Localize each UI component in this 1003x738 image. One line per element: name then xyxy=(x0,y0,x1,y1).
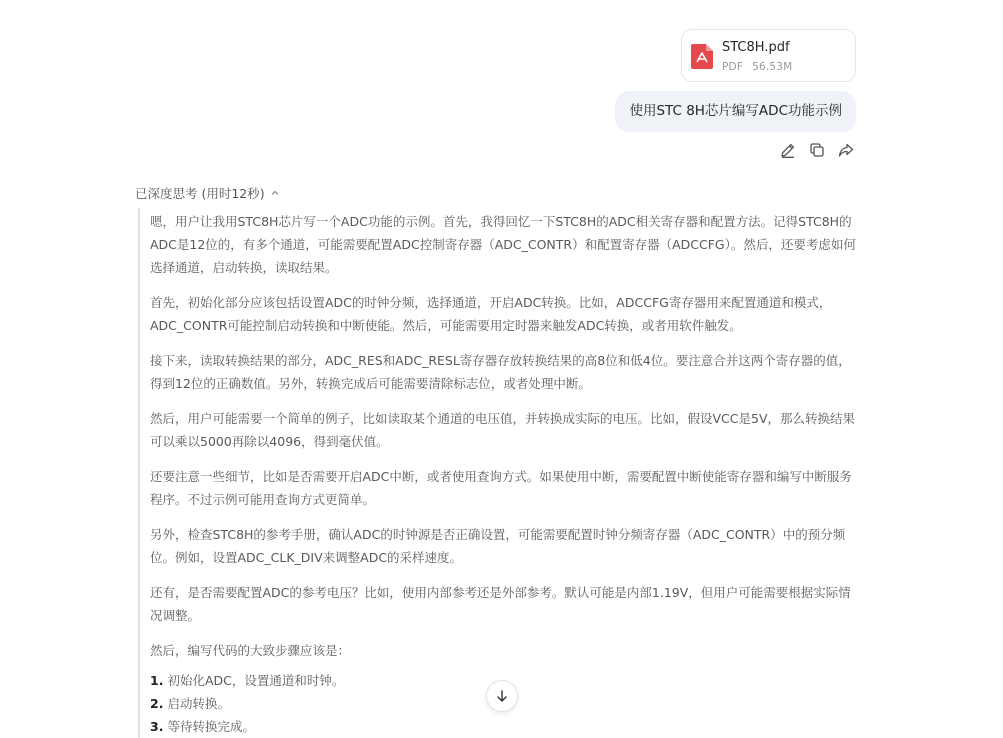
thinking-toggle[interactable] xyxy=(135,184,281,202)
list-item-text: 启动转换。 xyxy=(167,696,230,711)
attachment-type: PDF xyxy=(722,61,744,73)
attachment-meta xyxy=(722,61,792,73)
copy-button[interactable] xyxy=(808,141,826,159)
pencil-icon xyxy=(782,145,794,158)
thinking-paragraph: 然后，编写代码的大致步骤应该是： xyxy=(150,643,351,658)
share-icon xyxy=(840,145,853,157)
arrow-down-icon xyxy=(495,689,509,703)
copy-icon xyxy=(811,144,823,156)
thinking-paragraph: 还有，是否需要配置ADC的参考电压？比如，使用内部参考还是外部参考。默认可能是内部1.19V，但用户可能需要根据实际情况调整。 xyxy=(150,585,851,623)
thinking-content xyxy=(138,208,858,738)
user-message: 使用STC 8H芯片编写ADC功能示例 xyxy=(615,91,856,132)
chevron-up-icon xyxy=(269,187,281,199)
list-item-number: 1. xyxy=(150,673,164,688)
attachment-size: 56.53M xyxy=(752,61,793,73)
pdf-file-icon xyxy=(691,44,713,69)
list-item-text: 等待转换完成。 xyxy=(167,719,255,734)
thinking-header-label: 已深度思考 (用时12秒) xyxy=(135,186,265,201)
list-item xyxy=(150,715,858,738)
thinking-paragraph: 嗯，用户让我用STC8H芯片写一个ADC功能的示例。首先，我得回忆一下STC8H的ADC相关寄存器和配置方法。记得STC8H的ADC是12位的，有多个通道，可能需要配置ADC控制寄存器（ADC_CONTR）和配置寄存器（ADCCFG）。然后，还要考虑如何选择通道，启动转换，读取结果。 xyxy=(150,214,856,275)
list-item-number: 2. xyxy=(150,696,164,711)
attachment-card[interactable] xyxy=(681,29,856,82)
scroll-to-bottom-button[interactable] xyxy=(486,680,518,712)
thinking-paragraph: 然后，用户可能需要一个简单的例子，比如读取某个通道的电压值，并转换成实际的电压。比如，假设VCC是5V，那么转换结果可以乘以5000再除以4096，得到毫伏值。 xyxy=(150,411,856,449)
thinking-paragraph: 还要注意一些细节，比如是否需要开启ADC中断，或者使用查询方式。如果使用中断，需要配置中断使能寄存器和编写中断服务程序。不过示例可能用查询方式更简单。 xyxy=(150,469,852,507)
list-item-text: 初始化ADC，设置通道和时钟。 xyxy=(167,673,345,688)
attachment-name: STC8H.pdf xyxy=(722,40,790,55)
share-button[interactable] xyxy=(837,141,855,159)
thinking-paragraph: 另外，检查STC8H的参考手册，确认ADC的时钟源是否正确设置，可能需要配置时钟分频寄存器（ADC_CONTR）中的预分频位。例如，设置ADC_CLK_DIV来调整ADC的采样速度。 xyxy=(150,527,846,565)
thinking-paragraph: 接下来，读取转换结果的部分，ADC_RES和ADC_RESL寄存器存放转换结果的高8位和低4位。要注意合并这两个寄存器的值，得到12位的正确数值。另外，转换完成后可能需要清除标志位，或者处理中断。 xyxy=(150,353,851,391)
list-item-number: 3. xyxy=(150,719,164,734)
thinking-paragraph: 首先，初始化部分应该包括设置ADC的时钟分频，选择通道，开启ADC转换。比如，ADCCFG寄存器用来配置通道和模式，ADC_CONTR可能控制启动转换和中断使能。然后，可能需要用定时器来触发ADC转换，或者用软件触发。 xyxy=(150,295,832,333)
message-actions xyxy=(779,141,855,159)
edit-button[interactable] xyxy=(779,141,797,159)
